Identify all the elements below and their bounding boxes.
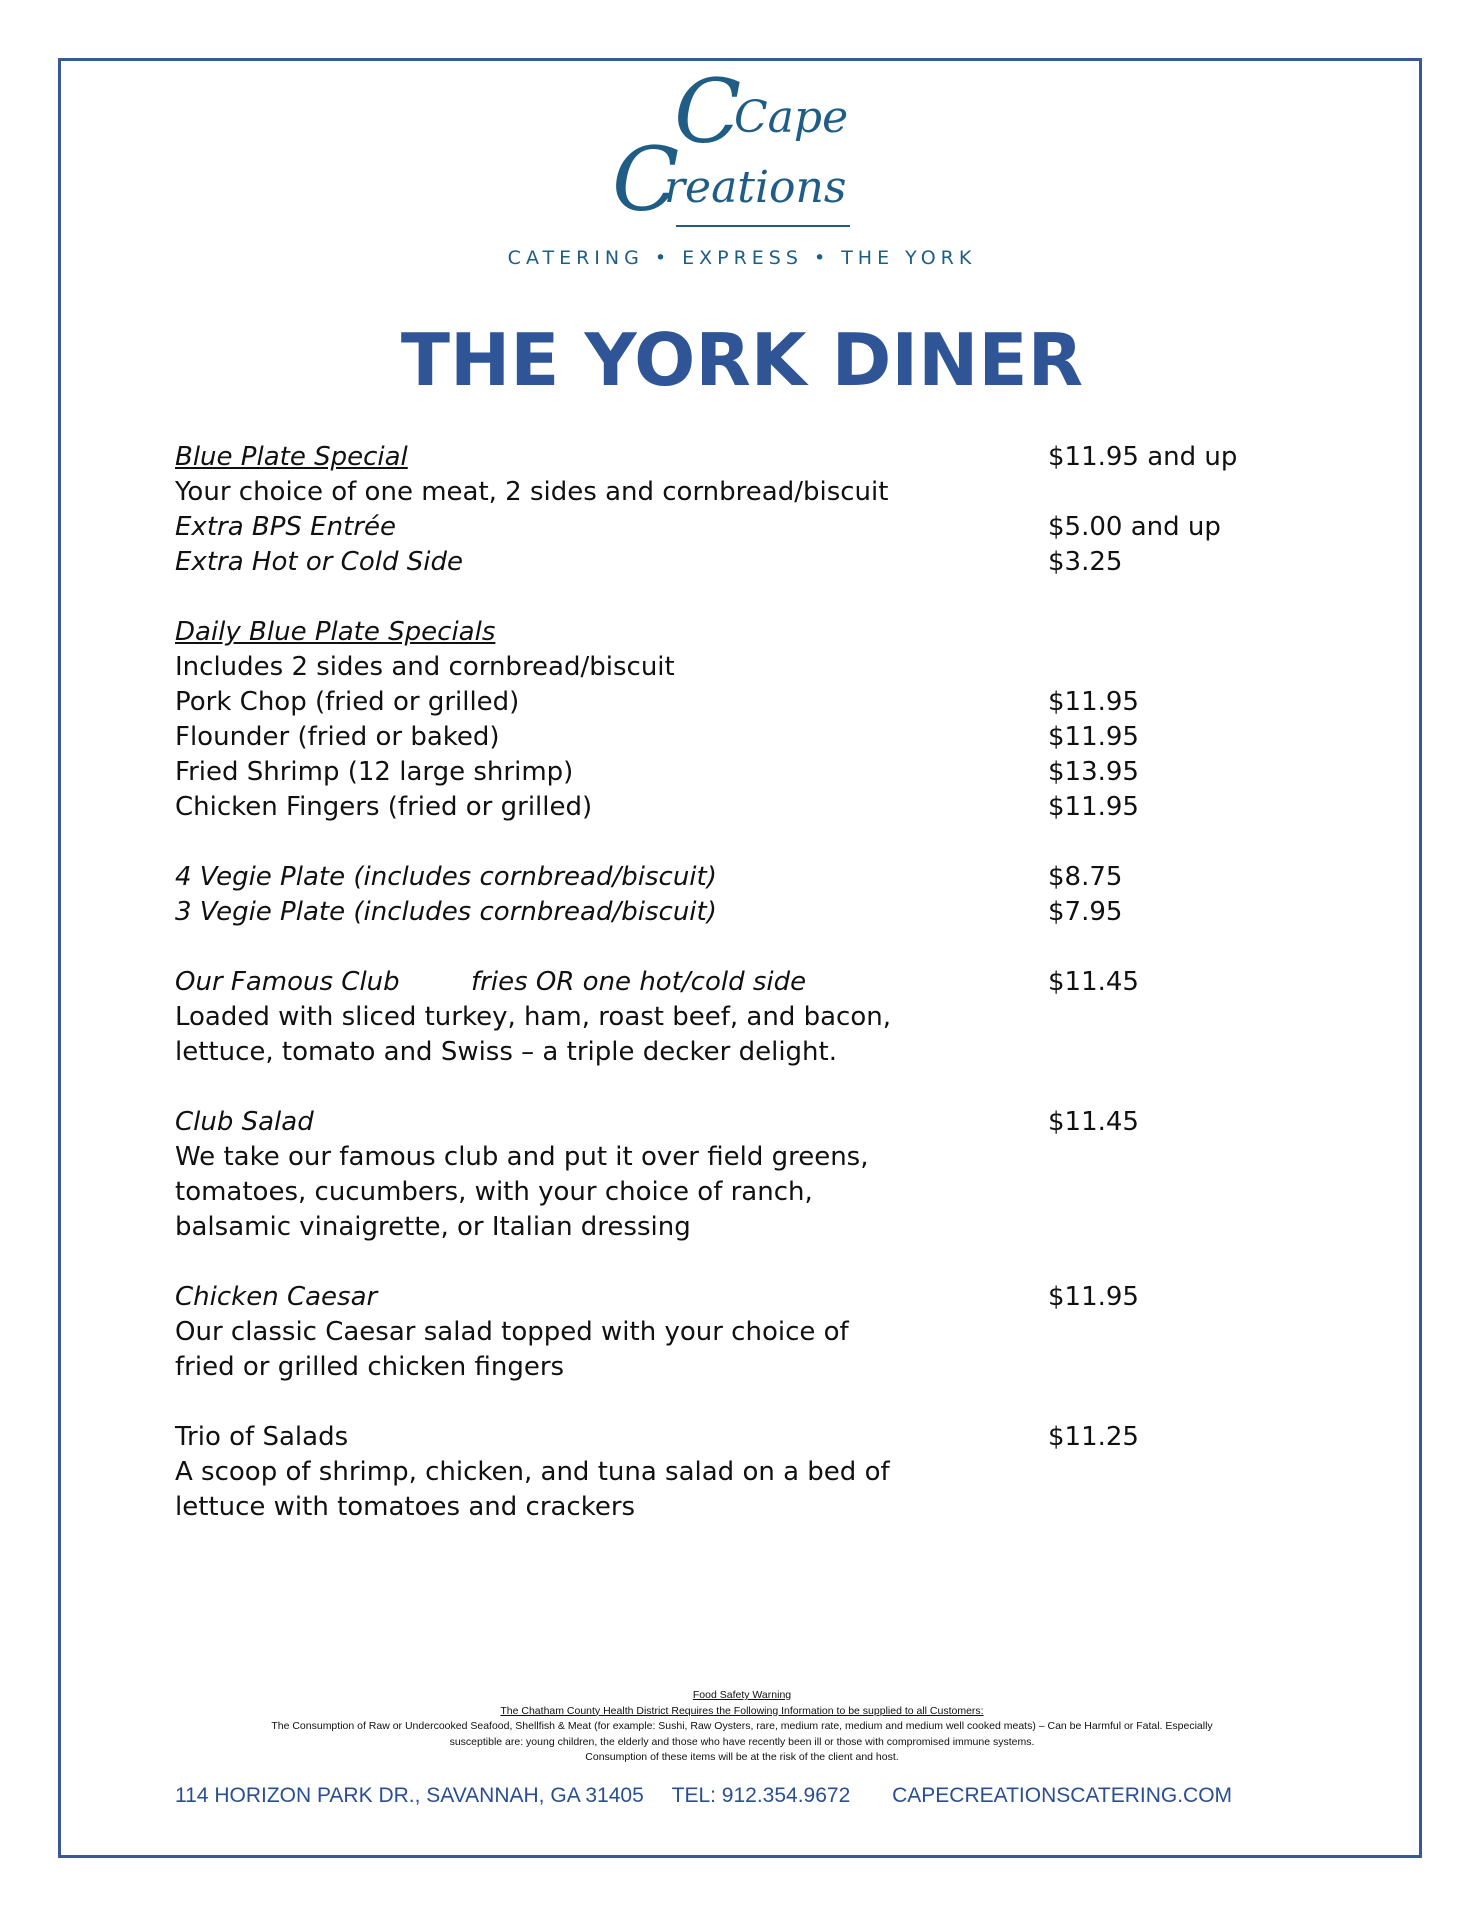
section-heading: Blue Plate Special	[175, 442, 408, 472]
item-price: $13.95	[1048, 757, 1139, 787]
description-text: Loaded with sliced turkey, ham, roast beef, and bacon,	[175, 1002, 891, 1032]
menu-list	[175, 440, 1285, 1525]
description-text: Includes 2 sides and cornbread/biscuit	[175, 652, 675, 682]
menu-item	[175, 965, 1285, 1000]
item-name: Fried Shrimp (12 large shrimp)	[175, 757, 574, 787]
description-text: tomatoes, cucumbers, with your choice of ranch,	[175, 1177, 813, 1207]
item-price: $3.25	[1048, 547, 1123, 577]
menu-item	[175, 1105, 1285, 1140]
section-heading: Daily Blue Plate Specials	[175, 617, 496, 647]
description-text: Our classic Caesar salad topped with your choice of	[175, 1317, 849, 1347]
item-price: $11.45	[1048, 967, 1139, 997]
item-price: $11.95	[1048, 1282, 1139, 1312]
item-name: Extra BPS Entrée	[175, 512, 396, 542]
item-description	[175, 1490, 1285, 1525]
item-name: Trio of Salads	[175, 1422, 349, 1452]
item-price: $7.95	[1048, 897, 1123, 927]
warning-subtitle: The Chatham County Health District Requires the Following Information to be supplied to all Customers:	[500, 1704, 984, 1717]
food-safety-warning	[150, 1688, 1334, 1766]
item-description	[175, 1210, 1285, 1245]
description-text: lettuce, tomato and Swiss – a triple decker delight.	[175, 1037, 837, 1067]
page-title: THE YORK DINER	[400, 318, 1084, 402]
warning-text: Consumption of these items will be at the risk of the client and host.	[585, 1751, 899, 1763]
menu-item	[175, 755, 1285, 790]
footer-website-link[interactable]: CAPECREATIONSCATERING.COM	[892, 1784, 1233, 1807]
item-name: Our Famous Club	[175, 967, 400, 997]
item-price: $11.95	[1048, 792, 1139, 822]
menu-item	[175, 1420, 1285, 1455]
menu-item	[175, 510, 1285, 545]
item-price: $8.75	[1048, 862, 1123, 892]
cape-creations-logo	[0, 70, 1484, 244]
item-price: $11.25	[1048, 1422, 1139, 1452]
menu-item	[175, 545, 1285, 580]
item-description	[175, 1035, 1285, 1070]
footer-address: 114 HORIZON PARK DR., SAVANNAH, GA 31405	[175, 1784, 644, 1807]
svg-text:reations: reations	[664, 162, 847, 213]
description-text: Your choice of one meat, 2 sides and cornbread/biscuit	[175, 477, 889, 507]
description-text: A scoop of shrimp, chicken, and tuna salad on a bed of	[175, 1457, 890, 1487]
description-text: We take our famous club and put it over field greens,	[175, 1142, 869, 1172]
item-price: $11.45	[1048, 1107, 1139, 1137]
item-description	[175, 1140, 1285, 1175]
item-description	[175, 1350, 1285, 1385]
item-description	[175, 1000, 1285, 1035]
menu-item	[175, 1280, 1285, 1315]
footer-contact	[175, 1784, 1232, 1808]
item-name: 3 Vegie Plate (includes cornbread/biscuit)	[175, 897, 717, 927]
item-name: Chicken Fingers (fried or grilled)	[175, 792, 593, 822]
description-text: fried or grilled chicken fingers	[175, 1352, 565, 1382]
menu-item	[175, 895, 1285, 930]
item-name: Chicken Caesar	[175, 1282, 378, 1312]
menu-item	[175, 685, 1285, 720]
item-name: Flounder (fried or baked)	[175, 722, 500, 752]
menu-item	[175, 720, 1285, 755]
description-text: balsamic vinaigrette, or Italian dressing	[175, 1212, 691, 1242]
item-option: fries OR one hot/cold side	[471, 967, 807, 997]
footer-phone: TEL: 912.354.9672	[671, 1784, 851, 1807]
item-description	[175, 1455, 1285, 1490]
svg-text:C: C	[612, 128, 680, 231]
section-header	[175, 615, 1285, 650]
menu-item	[175, 790, 1285, 825]
warning-text: The Consumption of Raw or Undercooked Seafood, Shellfish & Meat (for example: Sushi, Raw Oysters, rare, medium rate, medium and medium well cooked meats) – Can be Harmful or Fatal. Especially	[271, 1720, 1213, 1732]
menu-item	[175, 860, 1285, 895]
item-name: Pork Chop (fried or grilled)	[175, 687, 520, 717]
logo-tagline: CATERING • EXPRESS • THE YORK	[507, 247, 977, 269]
item-price: $5.00 and up	[1048, 512, 1221, 542]
item-description	[175, 650, 1285, 685]
item-description	[175, 475, 1285, 510]
warning-title: Food Safety Warning	[692, 1689, 792, 1701]
warning-text: susceptible are: young children, the elderly and those who have recently been ill or those with compromised immune systems.	[449, 1735, 1035, 1748]
item-price: $11.95 and up	[1048, 442, 1238, 472]
item-name: Extra Hot or Cold Side	[175, 547, 463, 577]
item-price: $11.95	[1048, 722, 1139, 752]
item-price: $11.95	[1048, 687, 1139, 717]
logo-line1: Cape	[734, 92, 849, 143]
logo-wordmark	[612, 70, 872, 240]
menu-item	[175, 440, 1285, 475]
item-name: 4 Vegie Plate (includes cornbread/biscuit)	[175, 862, 717, 892]
svg-text:C: C	[674, 70, 742, 163]
description-text: lettuce with tomatoes and crackers	[175, 1492, 636, 1522]
item-description	[175, 1175, 1285, 1210]
item-name: Club Salad	[175, 1107, 314, 1137]
item-description	[175, 1315, 1285, 1350]
